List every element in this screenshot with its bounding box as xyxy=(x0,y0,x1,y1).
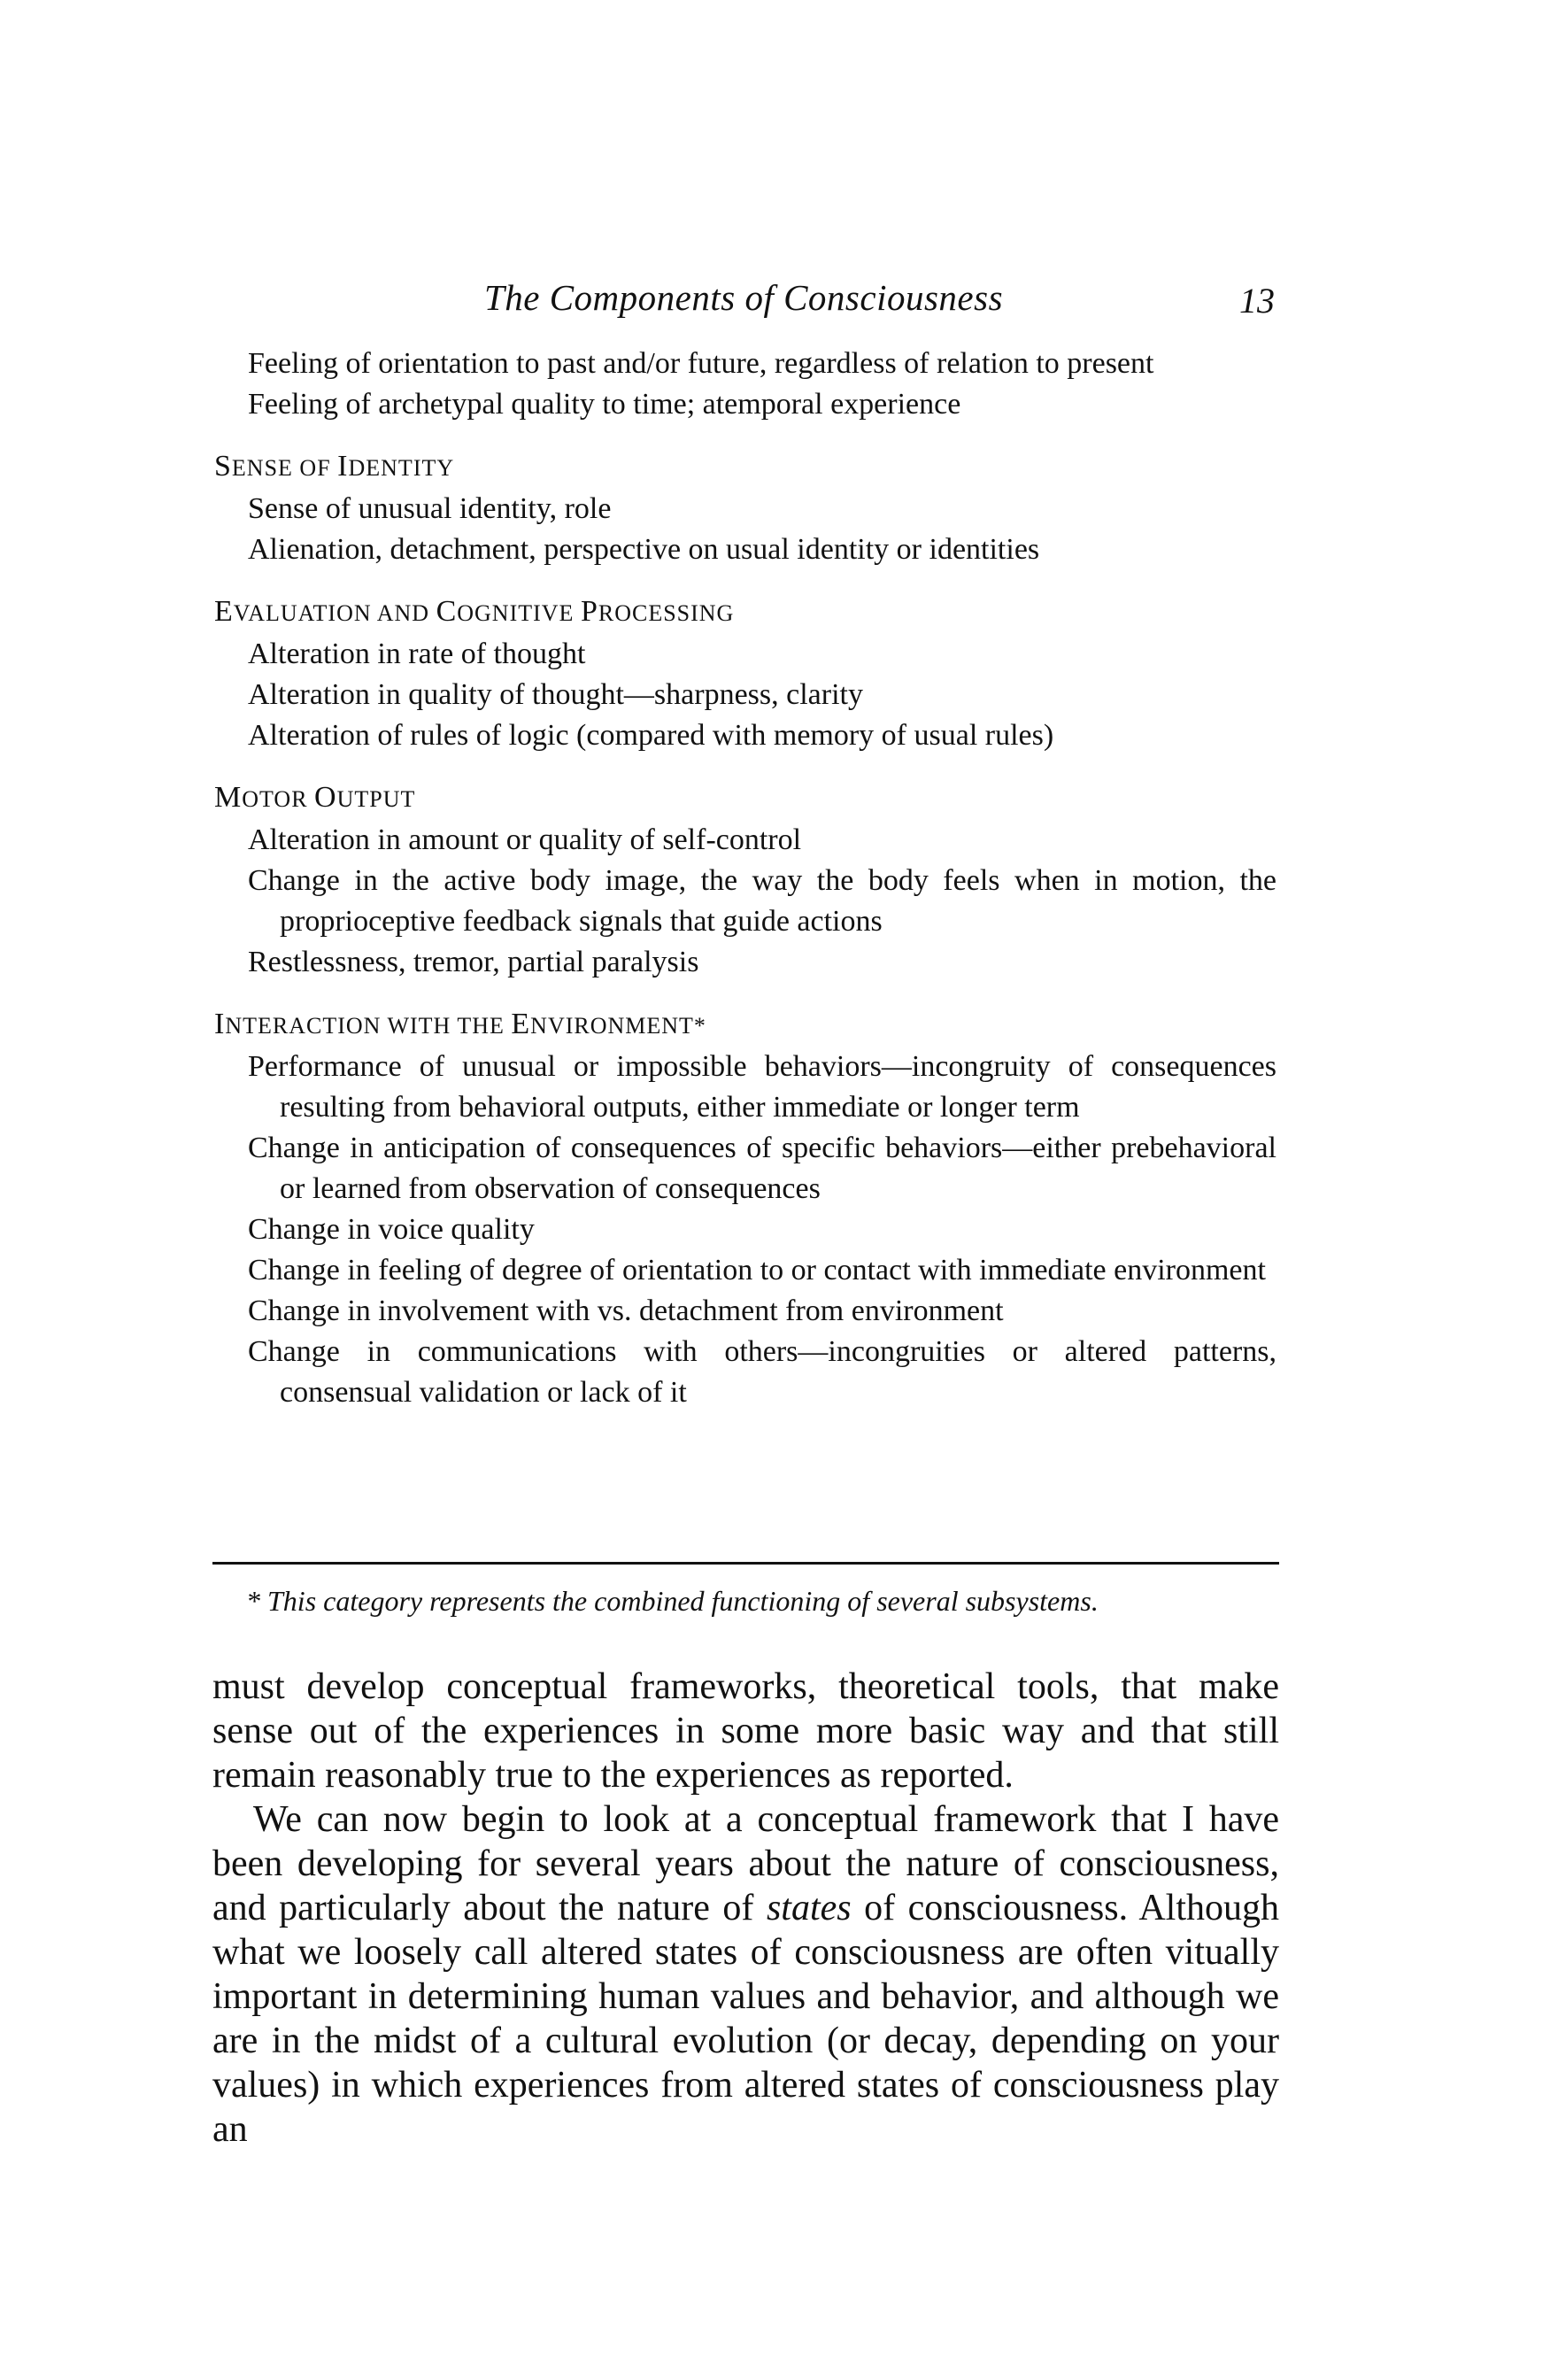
body-text xyxy=(212,1665,1279,2152)
list-item: Performance of unusual or impossible behaviors—incongruity of consequences resulting from behavioral outputs, either immediate or longer term xyxy=(248,1050,1276,1124)
list-item: Alteration of rules of logic (compared with memory of usual rules) xyxy=(248,719,1054,752)
running-head xyxy=(212,276,1275,329)
list-item: Restlessness, tremor, partial paralysis xyxy=(248,946,699,978)
list-item: Alteration in quality of thought—sharpness, clarity xyxy=(248,678,863,711)
footnote: * This category represents the combined functioning of several subsystems. xyxy=(246,1585,1099,1617)
paragraph: must develop conceptual frameworks, theoretical tools, that make sense out of the experiences in some more basic way and that still remain reasonably true to the experiences as reported. xyxy=(212,1666,1279,1796)
list-item: Change in voice quality xyxy=(248,1213,535,1246)
running-title: The Components of Consciousness xyxy=(483,277,1004,318)
page-number: 13 xyxy=(1239,281,1275,321)
list-item: Feeling of archetypal quality to time; atemporal experience xyxy=(248,388,961,421)
list-item: Change in the active body image, the way the body feels when in motion, the proprioceptive feedback signals that guide actions xyxy=(248,864,1276,938)
section-heading-motor-output: MOTOR OUTPUT xyxy=(214,781,416,814)
list-item: Sense of unusual identity, role xyxy=(248,492,612,525)
list-item: Change in involvement with vs. detachment from environment xyxy=(248,1294,1004,1327)
section-heading-identity: SENSE OF IDENTITY xyxy=(214,450,455,483)
list-item: Change in feeling of degree of orientation to or contact with immediate environment xyxy=(248,1254,1266,1287)
list-item: Alteration in rate of thought xyxy=(248,638,586,670)
list-item: Feeling of orientation to past and/or future, regardless of relation to present xyxy=(248,347,1154,380)
section-heading-environment: INTERACTION WITH THE ENVIRONMENT* xyxy=(214,1008,706,1040)
list-item: Change in communications with others—incongruities or altered patterns, consensual validation or lack of it xyxy=(248,1335,1276,1409)
component-outline xyxy=(214,344,1276,1413)
footnote-rule xyxy=(212,1562,1279,1565)
paragraph-text: We can now begin to look at a conceptual framework that I have been developing for several years about the nature of consciousness, and particularly about the nature of xyxy=(212,1799,1279,1928)
list-item: Alteration in amount or quality of self-control xyxy=(248,823,802,856)
list-item: Alienation, detachment, perspective on usual identity or identities xyxy=(248,533,1040,566)
section-heading-evaluation: EVALUATION AND COGNITIVE PROCESSING xyxy=(214,595,735,628)
paragraph-text: of consciousness. Although what we loosely call altered states of consciousness are often vitually important in determining human values and behavior, and although we are in the midst of a cultural evolution (or decay, depending on your values) in which experiences from altered states of consciousness play an xyxy=(212,1888,1280,2150)
paragraph xyxy=(212,1797,1279,2152)
emphasis: states xyxy=(766,1888,852,1928)
list-item: Change in anticipation of consequences of specific behaviors—either prebehavioral or learned from observation of consequences xyxy=(248,1132,1276,1205)
